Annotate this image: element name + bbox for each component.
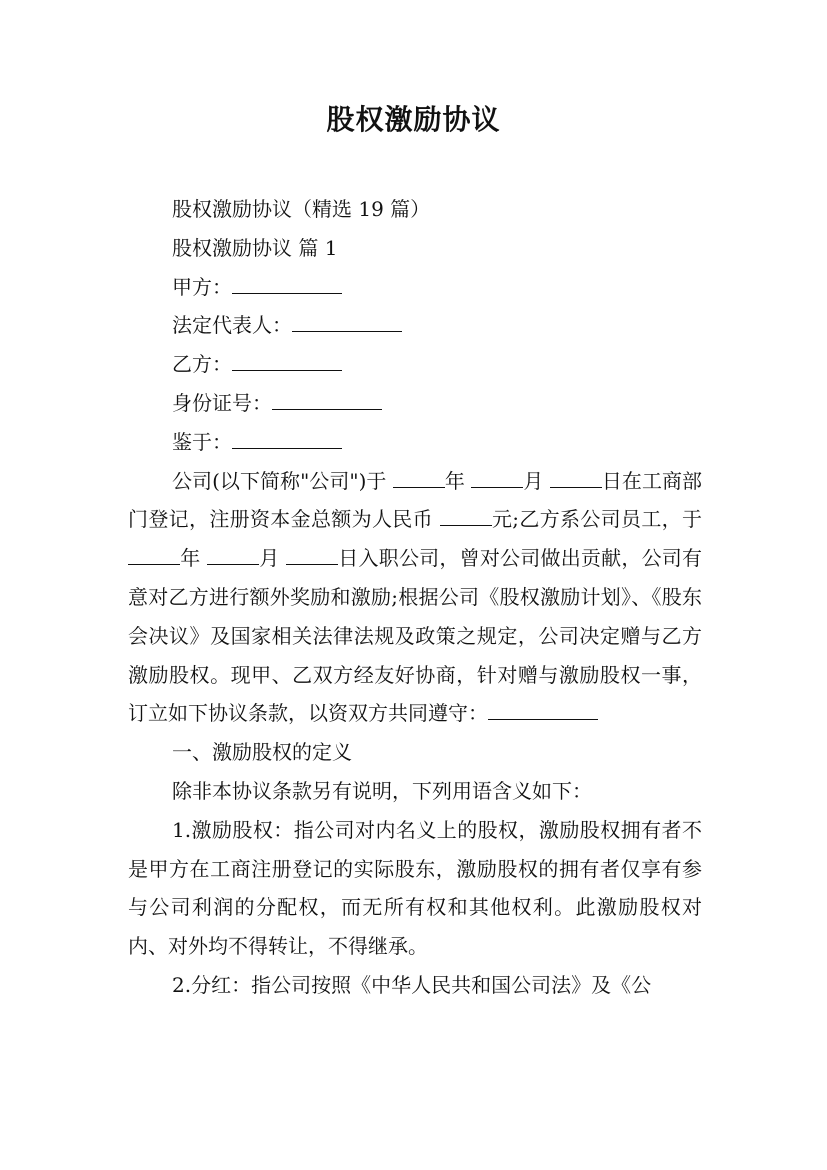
text-run: 年 <box>180 546 208 571</box>
id-blank <box>272 393 382 410</box>
party-a-blank <box>232 277 342 294</box>
party-b-label: 乙方： <box>172 352 232 377</box>
document-title: 股权激励协议 <box>326 103 501 136</box>
party-b-blank <box>232 354 342 371</box>
blank-amount <box>440 509 492 526</box>
blank-month <box>471 471 523 488</box>
section-heading: 股权激励协议 篇 1 <box>172 235 338 260</box>
blank-year-2 <box>128 548 180 565</box>
legal-rep-blank <box>292 315 402 332</box>
paragraph-whereas <box>128 462 702 734</box>
text-run: 元;乙方系公司员工，于 <box>491 507 703 532</box>
text-run: 日入职公司，曾对公司做出贡献，公司有意对乙方进行额外奖励和激励;根据公司《股权激励计划》、《股东会决议》及国家相关法律法规及政策之规定，公司决定赠与乙方激励股权。现甲、乙双方经友好协商，针对赠与激励股权一事，订立如下协议条款，以资双方共同遵守： <box>128 546 703 726</box>
legal-rep-label: 法定代表人： <box>172 313 292 338</box>
heading-definition: 一、激励股权的定义 <box>172 740 352 765</box>
party-a-line <box>128 268 702 307</box>
whereas-label: 鉴于： <box>172 429 232 454</box>
id-label: 身份证号： <box>172 390 272 415</box>
text-run: 公司(以下简称"公司")于 <box>172 468 393 493</box>
document-body <box>128 190 702 1005</box>
text-run: 月 <box>523 468 550 493</box>
blank-day <box>550 471 602 488</box>
blank-day-2 <box>286 548 338 565</box>
text-run: 日在工商部门登记，注册资本金总额为人民币 <box>128 468 703 532</box>
blank-month-2 <box>207 548 259 565</box>
whereas-line <box>128 423 702 462</box>
text-run: 月 <box>259 546 287 571</box>
paragraph-intro: 除非本协议条款另有说明，下列用语含义如下： <box>172 778 592 803</box>
blank-year <box>393 471 445 488</box>
text-run: 年 <box>444 468 472 493</box>
id-line <box>128 384 702 423</box>
legal-rep-line <box>128 306 702 345</box>
paragraph-clause-1: 1.激励股权：指公司对内名义上的股权，激励股权拥有者不是甲方在工商注册登记的实际股东，激励股权的拥有者仅享有参与公司利润的分配权，而无所有权和其他权利。此激励股权对内、对外均不得转让，不得继承。 <box>128 817 702 959</box>
party-b-line <box>128 345 702 384</box>
party-a-label: 甲方： <box>172 274 232 299</box>
subtitle: 股权激励协议（精选 19 篇） <box>172 197 431 221</box>
whereas-blank <box>232 432 342 449</box>
blank-end <box>488 703 598 720</box>
paragraph-clause-2: 2.分红：指公司按照《中华人民共和国公司法》及《公 <box>172 972 652 997</box>
